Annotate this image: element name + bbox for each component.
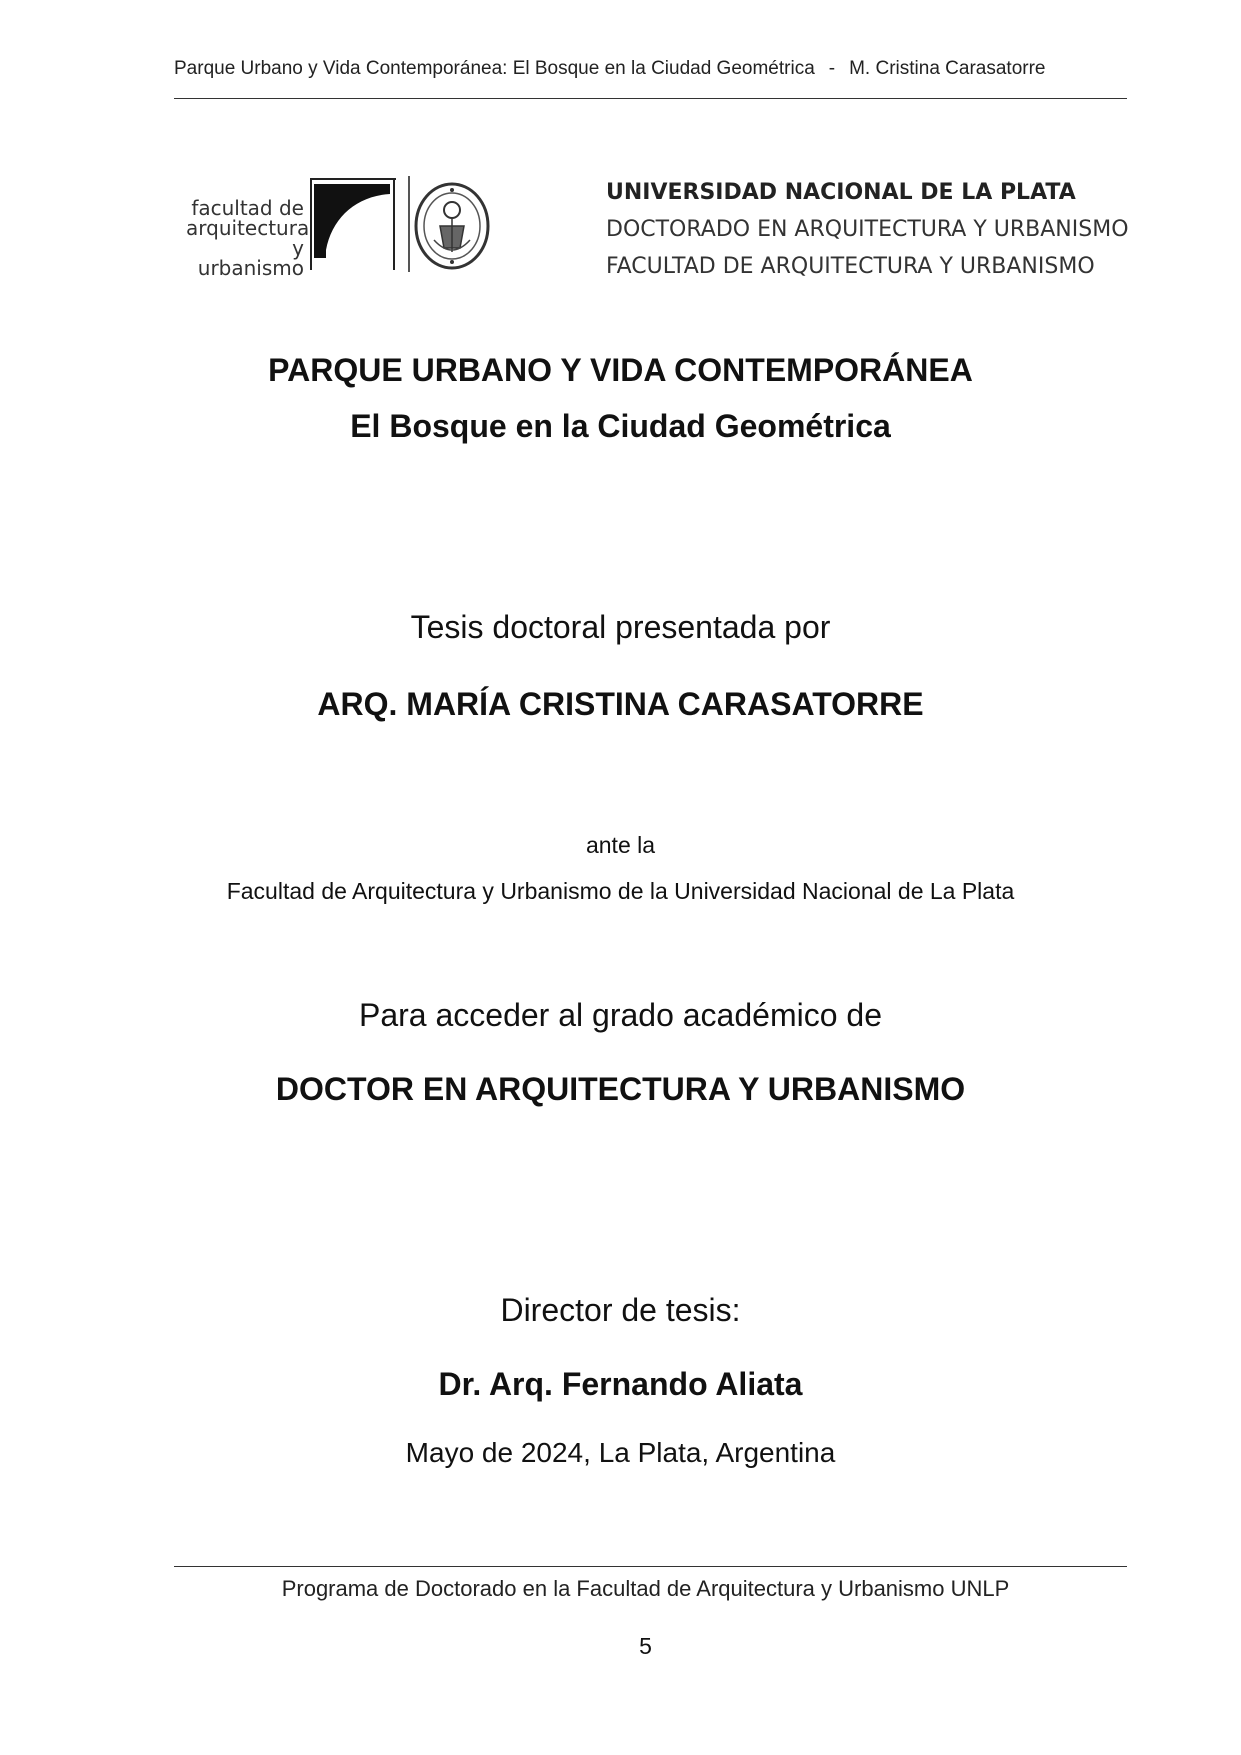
date-place: Mayo de 2024, La Plata, Argentina: [405, 1437, 836, 1468]
header-author: M. Cristina Carasatorre: [849, 58, 1046, 79]
page-number: 5: [639, 1633, 652, 1659]
running-header: [174, 58, 1127, 99]
thesis-subtitle: El Bosque en la Ciudad Geométrica: [350, 408, 891, 444]
institution-logos: [186, 172, 1136, 282]
degree-name: DOCTOR EN ARQUITECTURA Y URBANISMO: [275, 1071, 966, 1107]
faculty-logo-line-3: y urbanismo: [197, 236, 304, 280]
faculty-logo-mark-icon: [310, 178, 396, 270]
thesis-author: ARQ. MARÍA CRISTINA CARASATORRE: [317, 686, 924, 722]
before-label: ante la: [585, 832, 656, 858]
faculty-logo: [186, 178, 396, 280]
doctorate-name: DOCTORADO EN ARQUITECTURA Y URBANISMO: [606, 217, 1129, 242]
director-name: Dr. Arq. Fernando Aliata: [438, 1366, 803, 1402]
director-label: Director de tesis:: [500, 1292, 741, 1328]
faculty-logo-text: [186, 196, 310, 280]
institution-block: [606, 174, 1129, 285]
footer-program: Programa de Doctorado en la Facultad de Arquitectura y Urbanismo UNLP: [281, 1576, 1010, 1601]
institution-line: Facultad de Arquitectura y Urbanismo de la Universidad Nacional de La Plata: [226, 878, 1015, 904]
header-title: Parque Urbano y Vida Contemporánea: El Bosque en la Ciudad Geométrica: [174, 58, 815, 79]
logo-divider: [408, 176, 410, 272]
university-name: UNIVERSIDAD NACIONAL DE LA PLATA: [606, 180, 1076, 205]
unlp-seal-icon: [412, 180, 492, 272]
footer-divider: [174, 1566, 1127, 1567]
faculty-logo-line-2: arquitectura: [186, 216, 310, 240]
faculty-name: FACULTAD DE ARQUITECTURA Y URBANISMO: [606, 254, 1095, 279]
thesis-title: PARQUE URBANO Y VIDA CONTEMPORÁNEA: [268, 352, 973, 388]
degree-label: Para acceder al grado académico de: [359, 997, 882, 1033]
header-separator: -: [828, 58, 836, 79]
faculty-logo-line-1: facultad de: [191, 196, 304, 220]
presented-by-label: Tesis doctoral presentada por: [410, 609, 831, 645]
